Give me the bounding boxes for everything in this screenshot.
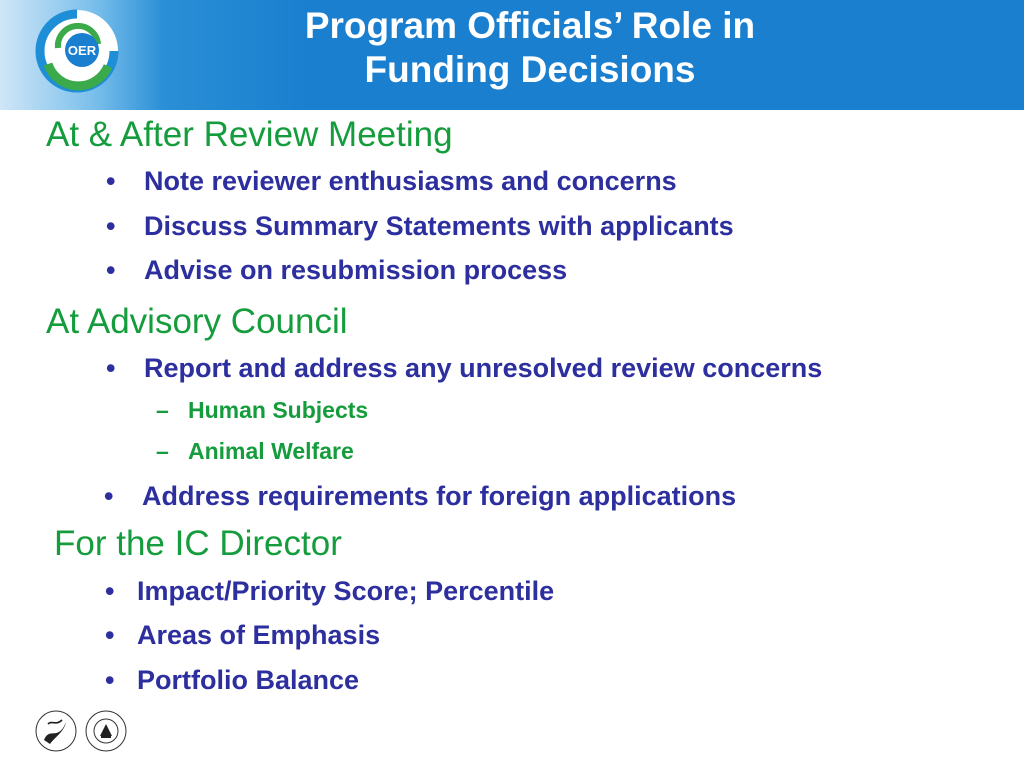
footer-seals	[34, 706, 134, 756]
bullet-marker: •	[105, 665, 115, 695]
title-line-2: Funding Decisions	[364, 49, 696, 90]
bullet-marker: •	[105, 576, 115, 606]
bullet-marker: •	[106, 353, 116, 383]
logo-text: OER	[67, 43, 97, 58]
bullet-text: Address requirements for foreign applications	[142, 481, 737, 511]
bullet-marker: •	[104, 481, 114, 511]
bullet-marker: •	[106, 255, 116, 285]
sub-bullet-text: Human Subjects	[188, 397, 369, 423]
bullet-item	[106, 352, 823, 384]
title-line-1: Program Officials’ Role in	[304, 5, 756, 46]
nih-seal-icon	[86, 711, 126, 751]
bullet-item	[105, 664, 360, 696]
bullet-item	[104, 480, 737, 512]
bullet-text: Impact/Priority Score; Percentile	[137, 576, 555, 606]
section-heading-ic-director: For the IC Director	[54, 524, 342, 563]
sub-bullet-text: Animal Welfare	[188, 438, 354, 464]
bullet-marker: •	[106, 166, 116, 196]
hhs-seal-icon	[36, 711, 76, 751]
slide-title	[180, 4, 880, 92]
bullet-item	[105, 575, 555, 607]
oer-logo	[34, 8, 120, 94]
bullet-text: Note reviewer enthusiasms and concerns	[144, 166, 677, 196]
bullet-text: Portfolio Balance	[137, 665, 360, 695]
bullet-text: Advise on resubmission process	[144, 255, 568, 285]
sub-bullet-item	[156, 437, 354, 465]
bullet-text: Areas of Emphasis	[137, 620, 381, 650]
bullet-marker: •	[106, 211, 116, 241]
bullet-item	[105, 619, 381, 651]
section-heading-review-meeting: At & After Review Meeting	[46, 115, 453, 154]
dash-marker: –	[156, 438, 169, 464]
section-heading-advisory-council: At Advisory Council	[46, 302, 348, 341]
bullet-text: Discuss Summary Statements with applicants	[144, 211, 734, 241]
bullet-item	[106, 165, 677, 197]
bullet-item	[106, 210, 734, 242]
sub-bullet-item	[156, 396, 369, 424]
bullet-marker: •	[105, 620, 115, 650]
dash-marker: –	[156, 397, 169, 423]
bullet-text: Report and address any unresolved review concerns	[144, 353, 823, 383]
title-bar	[0, 0, 1024, 110]
bullet-item	[106, 254, 568, 286]
